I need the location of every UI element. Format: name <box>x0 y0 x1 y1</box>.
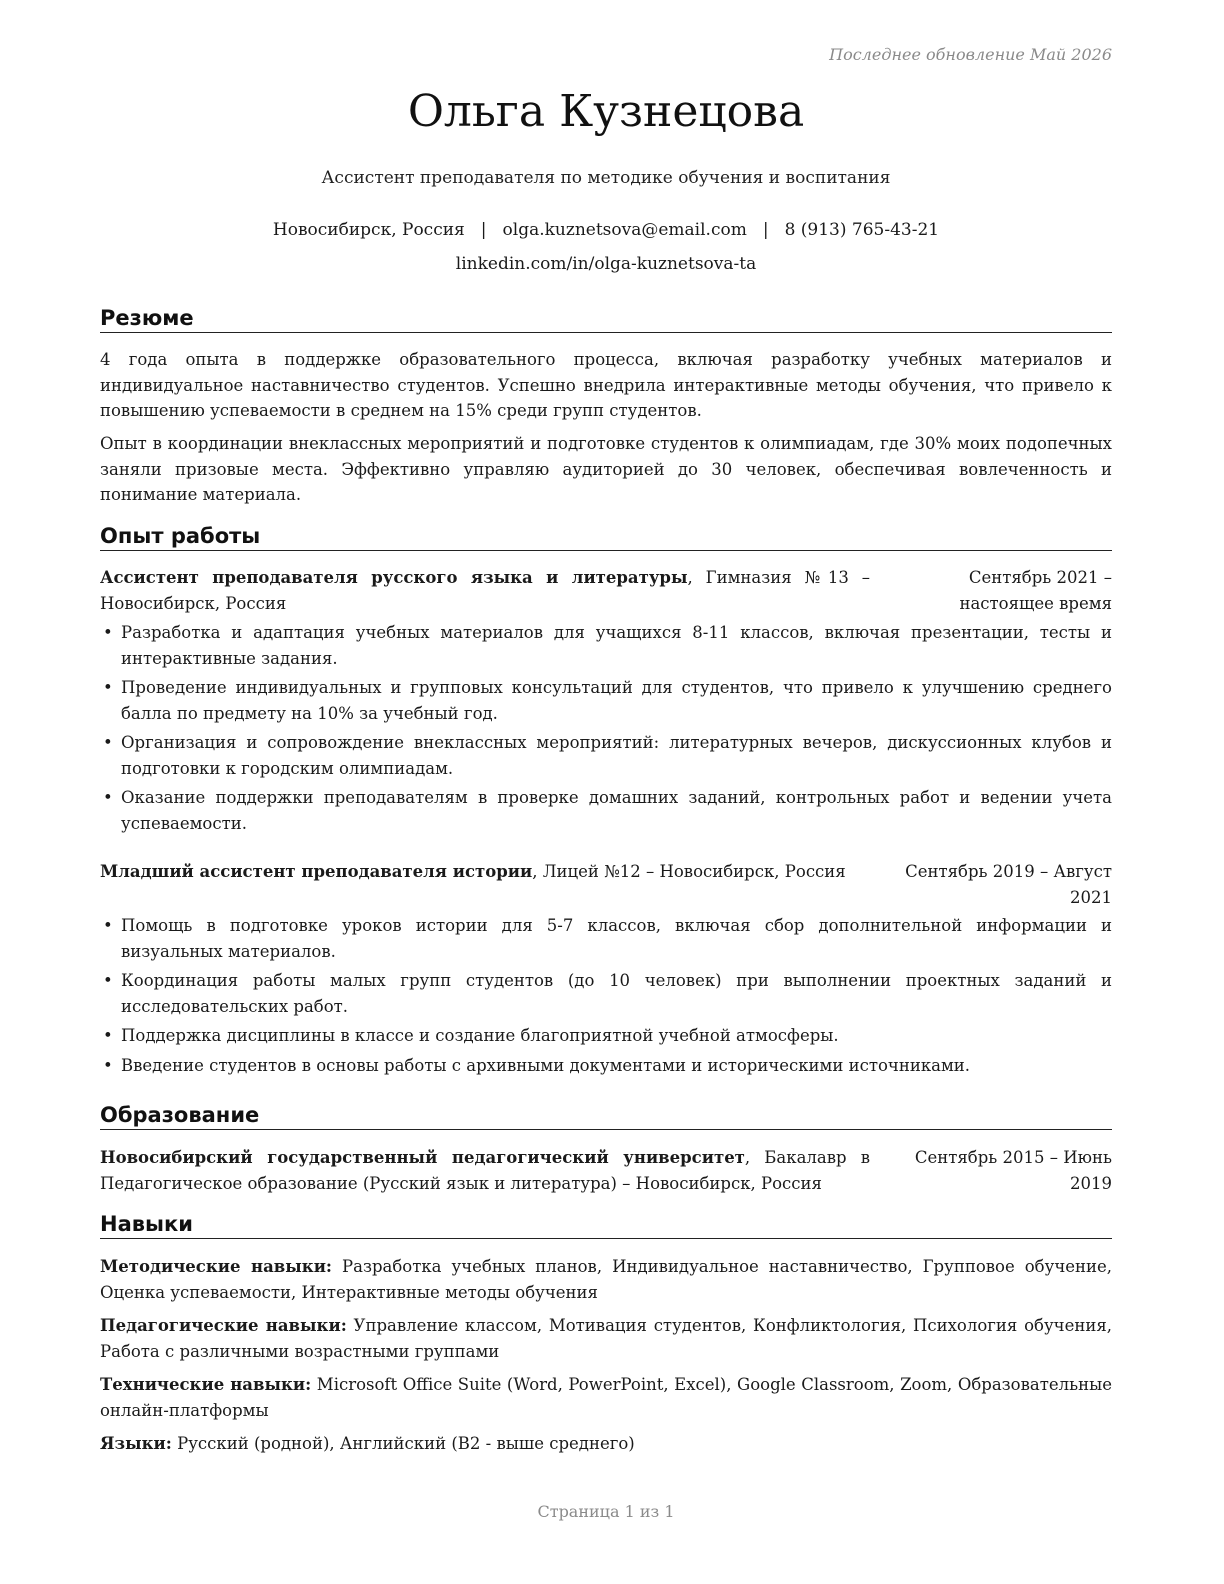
bullet-icon: • <box>103 623 113 642</box>
bullet-text: Введение студентов в основы работы с архивными документами и историческими источниками. <box>121 1055 971 1075</box>
education-line <box>100 1145 870 1196</box>
bullet-icon: • <box>103 678 113 697</box>
education-entry <box>100 1145 1112 1196</box>
job-title: Ассистент преподавателя по методике обучения и воспитания <box>321 168 891 188</box>
skill-label: Методические навыки: <box>100 1257 333 1276</box>
section-heading-experience: Опыт работы <box>100 523 1112 551</box>
section-heading-skills: Навыки <box>100 1211 1112 1239</box>
job-place: , Гимназия №13 – Новосибирск, Россия <box>100 568 870 613</box>
degree-details: , Бакалавр в Педагогическое образование (Русский язык и литература) – Новосибирск, Россия <box>100 1148 870 1193</box>
list-item <box>100 968 1112 1019</box>
skill-label: Педагогические навыки: <box>100 1316 347 1335</box>
bullet-icon: • <box>103 733 113 752</box>
bullet-icon: • <box>103 1055 113 1075</box>
job-2-bullets <box>100 913 1112 1082</box>
list-item <box>100 620 1112 671</box>
bullet-icon: • <box>103 788 113 807</box>
last-updated: Последнее обновление Май 2026 <box>829 45 1112 64</box>
list-item <box>100 730 1112 781</box>
job-entry-1 <box>100 565 1112 616</box>
bullet-text: Оказание поддержки преподавателям в проверке домашних заданий, контрольных работ и ведении учета успеваемости. <box>121 788 1112 833</box>
skill-value: Русский (родной), Английский (B2 - выше среднего) <box>171 1434 635 1453</box>
section-heading-summary: Резюме <box>100 305 1112 333</box>
bullet-icon: • <box>103 1026 113 1045</box>
email-link[interactable]: olga.kuznetsova@email.com <box>502 220 747 240</box>
bullet-icon: • <box>103 971 113 990</box>
list-item <box>100 1053 1112 1079</box>
bullet-text: Организация и сопровождение внеклассных мероприятий: литературных вечеров, дискуссионных клубов и подготовки к городским олимпиадам. <box>121 733 1112 778</box>
skill-languages <box>100 1431 1112 1457</box>
summary-paragraph-1: 4 года опыта в поддержке образовательного процесса, включая разработку учебных материалов и индивидуальное наставничество студентов. Успешно внедрила интерактивные методы обучения, что привело к повышению успеваемости в среднем на 15% среди групп студентов. <box>100 350 1112 420</box>
bullet-text: Разработка и адаптация учебных материалов для учащихся 8-11 классов, включая презентации, тесты и интерактивные задания. <box>121 623 1112 668</box>
bullet-text: Координация работы малых групп студентов (до 10 человек) при выполнении проектных заданий и исследовательских работ. <box>121 971 1112 1016</box>
bullet-text: Помощь в подготовке уроков истории для 5-7 классов, включая сбор дополнительной информации и визуальных материалов. <box>121 916 1112 961</box>
section-heading-education: Образование <box>100 1102 1112 1130</box>
job-title-line <box>100 565 870 616</box>
skill-value: Microsoft Office Suite (Word, PowerPoint, Excel), Google Classroom, Zoom, Образовательные онлайн-платформы <box>100 1375 1112 1420</box>
resume-page <box>100 0 1112 1584</box>
job-dates: Сентябрь 2021 – настоящее время <box>959 568 1112 613</box>
job-entry-2 <box>100 859 1112 910</box>
job-dates: Сентябрь 2019 – Август 2021 <box>905 862 1112 907</box>
contact-line <box>100 220 1112 240</box>
summary-paragraph-2: Опыт в координации внеклассных мероприятий и подготовке студентов к олимпиадам, где 30% моих подопечных заняли призовые места. Эффективно управляю аудиторией до 30 человек, обеспечивая вовлеченность и понимание материала. <box>100 434 1112 504</box>
bullet-text: Проведение индивидуальных и групповых консультаций для студентов, что привело к улучшению среднего балла по предмету на 10% за учебный год. <box>121 678 1112 723</box>
skill-value: Разработка учебных планов, Индивидуальное наставничество, Групповое обучение, Оценка успеваемости, Интерактивные методы обучения <box>100 1257 1113 1302</box>
bullet-icon: • <box>103 916 113 935</box>
list-item <box>100 913 1112 964</box>
job-role: Младший ассистент преподавателя истории <box>100 862 533 881</box>
person-name: Ольга Кузнецова <box>407 86 805 137</box>
school-name: Новосибирский государственный педагогический университет <box>100 1148 745 1167</box>
list-item <box>100 675 1112 726</box>
separator: | <box>480 220 487 240</box>
job-title-line <box>100 859 870 910</box>
job-1-bullets <box>100 620 1112 840</box>
skill-technical <box>100 1372 1112 1423</box>
skill-pedagogical <box>100 1313 1112 1364</box>
page-number: Страница 1 из 1 <box>537 1502 675 1521</box>
list-item <box>100 785 1112 836</box>
linkedin-link[interactable]: linkedin.com/in/olga-kuznetsova-ta <box>455 254 757 274</box>
list-item <box>100 1023 1112 1049</box>
skill-methodical <box>100 1254 1112 1305</box>
phone: 8 (913) 765-43-21 <box>784 220 940 240</box>
skill-value: Управление классом, Мотивация студентов, Конфликтология, Психология обучения, Работа с различными возрастными группами <box>100 1316 1112 1361</box>
bullet-text: Поддержка дисциплины в классе и создание благоприятной учебной атмосферы. <box>121 1026 839 1045</box>
job-place: , Лицей №12 – Новосибирск, Россия <box>532 862 846 881</box>
skill-label: Языки: <box>100 1434 172 1453</box>
separator: | <box>762 220 769 240</box>
location: Новосибирск, Россия <box>272 220 465 240</box>
job-role: Ассистент преподавателя русского языка и литературы <box>100 568 688 587</box>
education-dates: Сентябрь 2015 – Июнь 2019 <box>914 1148 1112 1193</box>
skill-label: Технические навыки: <box>100 1375 312 1394</box>
